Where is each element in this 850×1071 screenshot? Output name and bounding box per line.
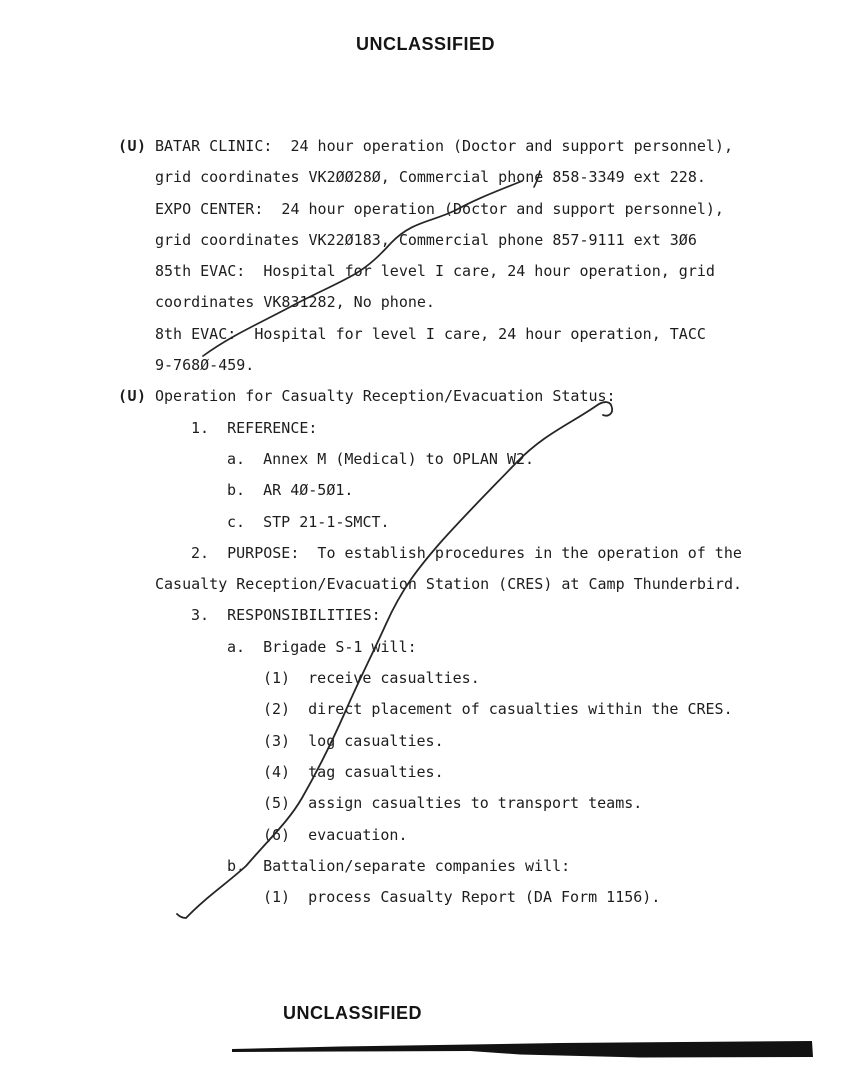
document-line [155, 694, 805, 725]
document-line [155, 538, 805, 569]
document-line [155, 726, 805, 757]
document-line-text: b. Battalion/separate companies will: [227, 856, 571, 875]
document-line [155, 413, 805, 444]
document-line-text: (2) direct placement of casualties within the CRES. [263, 700, 733, 719]
classification-header: UNCLASSIFIED [356, 34, 496, 54]
document-line [155, 757, 805, 788]
document-line-text: (6) evacuation. [263, 825, 408, 844]
document-line-text: 8th EVAC: Hospital for level I care, 24 hour operation, TACC [155, 324, 706, 343]
document-line [155, 287, 805, 318]
document-line-text: Casualty Reception/Evacuation Station (CRES) at Camp Thunderbird. [155, 575, 742, 594]
document-line-text: 3. RESPONSIBILITIES: [191, 606, 381, 625]
document-line [155, 225, 805, 256]
document-line-text: coordinates VK831282, No phone. [155, 293, 435, 312]
document-line-text: Operation for Casualty Reception/Evacuation Status: [155, 387, 616, 406]
document-line [155, 600, 805, 631]
document-line-text: EXPO CENTER: 24 hour operation (Doctor and support personnel), [155, 199, 724, 218]
classification-paragraph-marker: (U) [118, 387, 147, 406]
document-line [155, 162, 805, 193]
document-line [118, 131, 805, 162]
document-body [118, 131, 805, 913]
document-line-text: BATAR CLINIC: 24 hour operation (Doctor and support personnel), [155, 137, 733, 155]
document-line-text: (1) process Casualty Report (DA Form 1156). [263, 888, 661, 907]
classification-footer: UNCLASSIFIED [283, 1003, 423, 1023]
document-line-text: c. STP 21-1-SMCT. [227, 512, 390, 531]
document-line [155, 882, 805, 913]
document-line-text: grid coordinates VK22Ø183, Commercial phone 857-9111 ext 3Ø6 [155, 230, 697, 249]
document-line-text: (5) assign casualties to transport teams. [263, 794, 643, 813]
document-line [155, 663, 805, 694]
document-line [155, 851, 805, 882]
document-line-text: (1) receive casualties. [263, 669, 480, 688]
scan-edge-bar [232, 1041, 813, 1058]
document-line [155, 444, 805, 475]
document-line-text: 1. REFERENCE: [191, 418, 318, 437]
document-line-text: a. Annex M (Medical) to OPLAN W2. [227, 449, 535, 468]
document-line [155, 194, 805, 225]
document-line [155, 632, 805, 663]
document-line-text: a. Brigade S-1 will: [227, 637, 417, 656]
document-line [155, 507, 805, 538]
document-line-text: 9-768Ø-459. [155, 356, 255, 375]
document-line-text: (3) log casualties. [263, 731, 444, 750]
document-line [155, 569, 805, 600]
document-line [155, 350, 805, 381]
document-line [155, 319, 805, 350]
document-line [118, 381, 805, 412]
document-line-text: grid coordinates VK2ØØ28Ø, Commercial phone 858-3349 ext 228. [155, 168, 706, 187]
document-line [155, 788, 805, 819]
document-line [155, 820, 805, 851]
document-line [155, 256, 805, 287]
document-line-text: 2. PURPOSE: To establish procedures in the operation of the [191, 543, 742, 562]
classification-paragraph-marker: (U) [118, 137, 147, 155]
document-line-text: b. AR 4Ø-5Ø1. [227, 481, 354, 500]
document-line [155, 475, 805, 506]
document-line-text: (4) tag casualties. [263, 762, 444, 781]
document-line-text: 85th EVAC: Hospital for level I care, 24 hour operation, grid [155, 262, 715, 281]
